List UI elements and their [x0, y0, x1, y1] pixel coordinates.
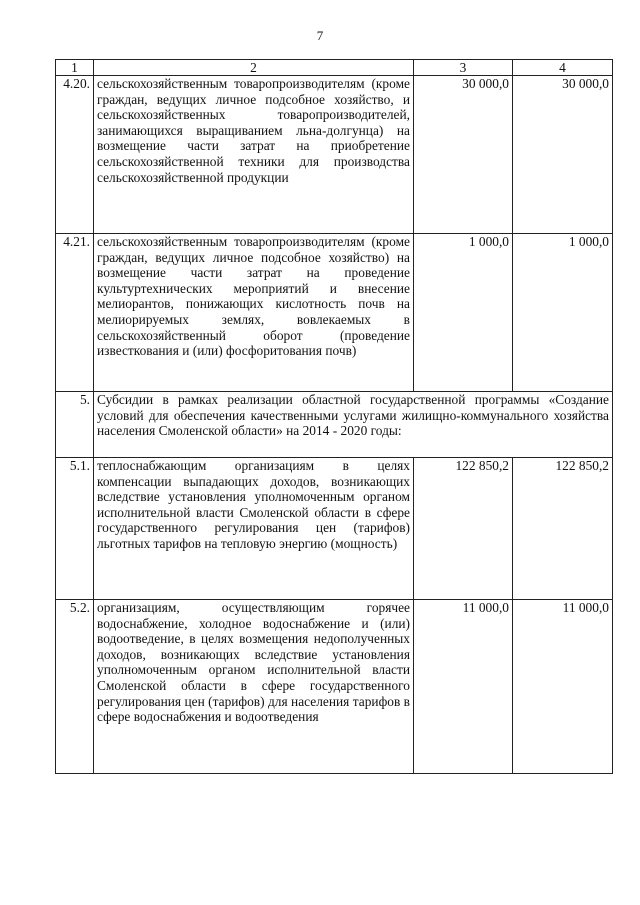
row-amount-col3: 122 850,2: [414, 458, 513, 600]
row-description: организациям, осуществляющим горячее водоснабжение, холодное водоснабжение и (или) водоотведение, в целях возмещения недополученных доходов, возникающих вследствие установления уполномоченным органом исполнительной власти Смоленской области в сфере государственного регулирования цен (тарифов) для населения тарифов в сфере водоснабжения и водоотведения: [94, 600, 414, 774]
row-number: 4.21.: [56, 234, 94, 392]
row-description: сельскохозяйственным товаропроизводителям (кроме граждан, ведущих личное подсобное хозяйство, и сельскохозяйственных товаропроизводителей, занимающихся выращиванием льна-долгунца) на возмещение части затрат на приобретение сельскохозяйственной техники для производства сельскохозяйственной продукции: [94, 76, 414, 234]
budget-table: [55, 59, 613, 774]
table-row: [56, 234, 613, 392]
table-header-row: [56, 60, 613, 76]
header-col-3: 3: [414, 60, 513, 76]
table-row: [56, 458, 613, 600]
row-number: 4.20.: [56, 76, 94, 234]
row-amount-col4: 11 000,0: [513, 600, 613, 774]
header-col-1: 1: [56, 60, 94, 76]
row-amount-col3: 30 000,0: [414, 76, 513, 234]
row-amount-col3: 11 000,0: [414, 600, 513, 774]
row-amount-col4: 1 000,0: [513, 234, 613, 392]
page-number: 7: [316, 28, 324, 43]
header-col-2: 2: [94, 60, 414, 76]
table-row: [56, 392, 613, 458]
row-section-title: Субсидии в рамках реализации областной государственной программы «Создание условий для обеспечения качественными услугами жилищно-коммунального хозяйства населения Смоленской области» на 2014 - 2020 годы:: [94, 392, 613, 458]
row-number: 5.2.: [56, 600, 94, 774]
row-amount-col3: 1 000,0: [414, 234, 513, 392]
row-number: 5.: [56, 392, 94, 458]
table-row: [56, 600, 613, 774]
header-col-4: 4: [513, 60, 613, 76]
table-row: [56, 76, 613, 234]
row-description: теплоснабжающим организациям в целях компенсации выпадающих доходов, возникающих вследствие установления уполномоченным органом исполнительной власти Смоленской области в сфере государственного регулирования цен (тарифов) льготных тарифов на тепловую энергию (мощность): [94, 458, 414, 600]
row-description: сельскохозяйственным товаропроизводителям (кроме граждан, ведущих личное подсобное хозяйство) на возмещение части затрат на проведение культуртехнических мероприятий и внесение мелиорантов, понижающих кислотность почв на мелиорируемых землях, вовлекаемых в сельскохозяйственный оборот (проведение известкования и (или) фосфоритования почв): [94, 234, 414, 392]
row-amount-col4: 122 850,2: [513, 458, 613, 600]
row-amount-col4: 30 000,0: [513, 76, 613, 234]
row-number: 5.1.: [56, 458, 94, 600]
